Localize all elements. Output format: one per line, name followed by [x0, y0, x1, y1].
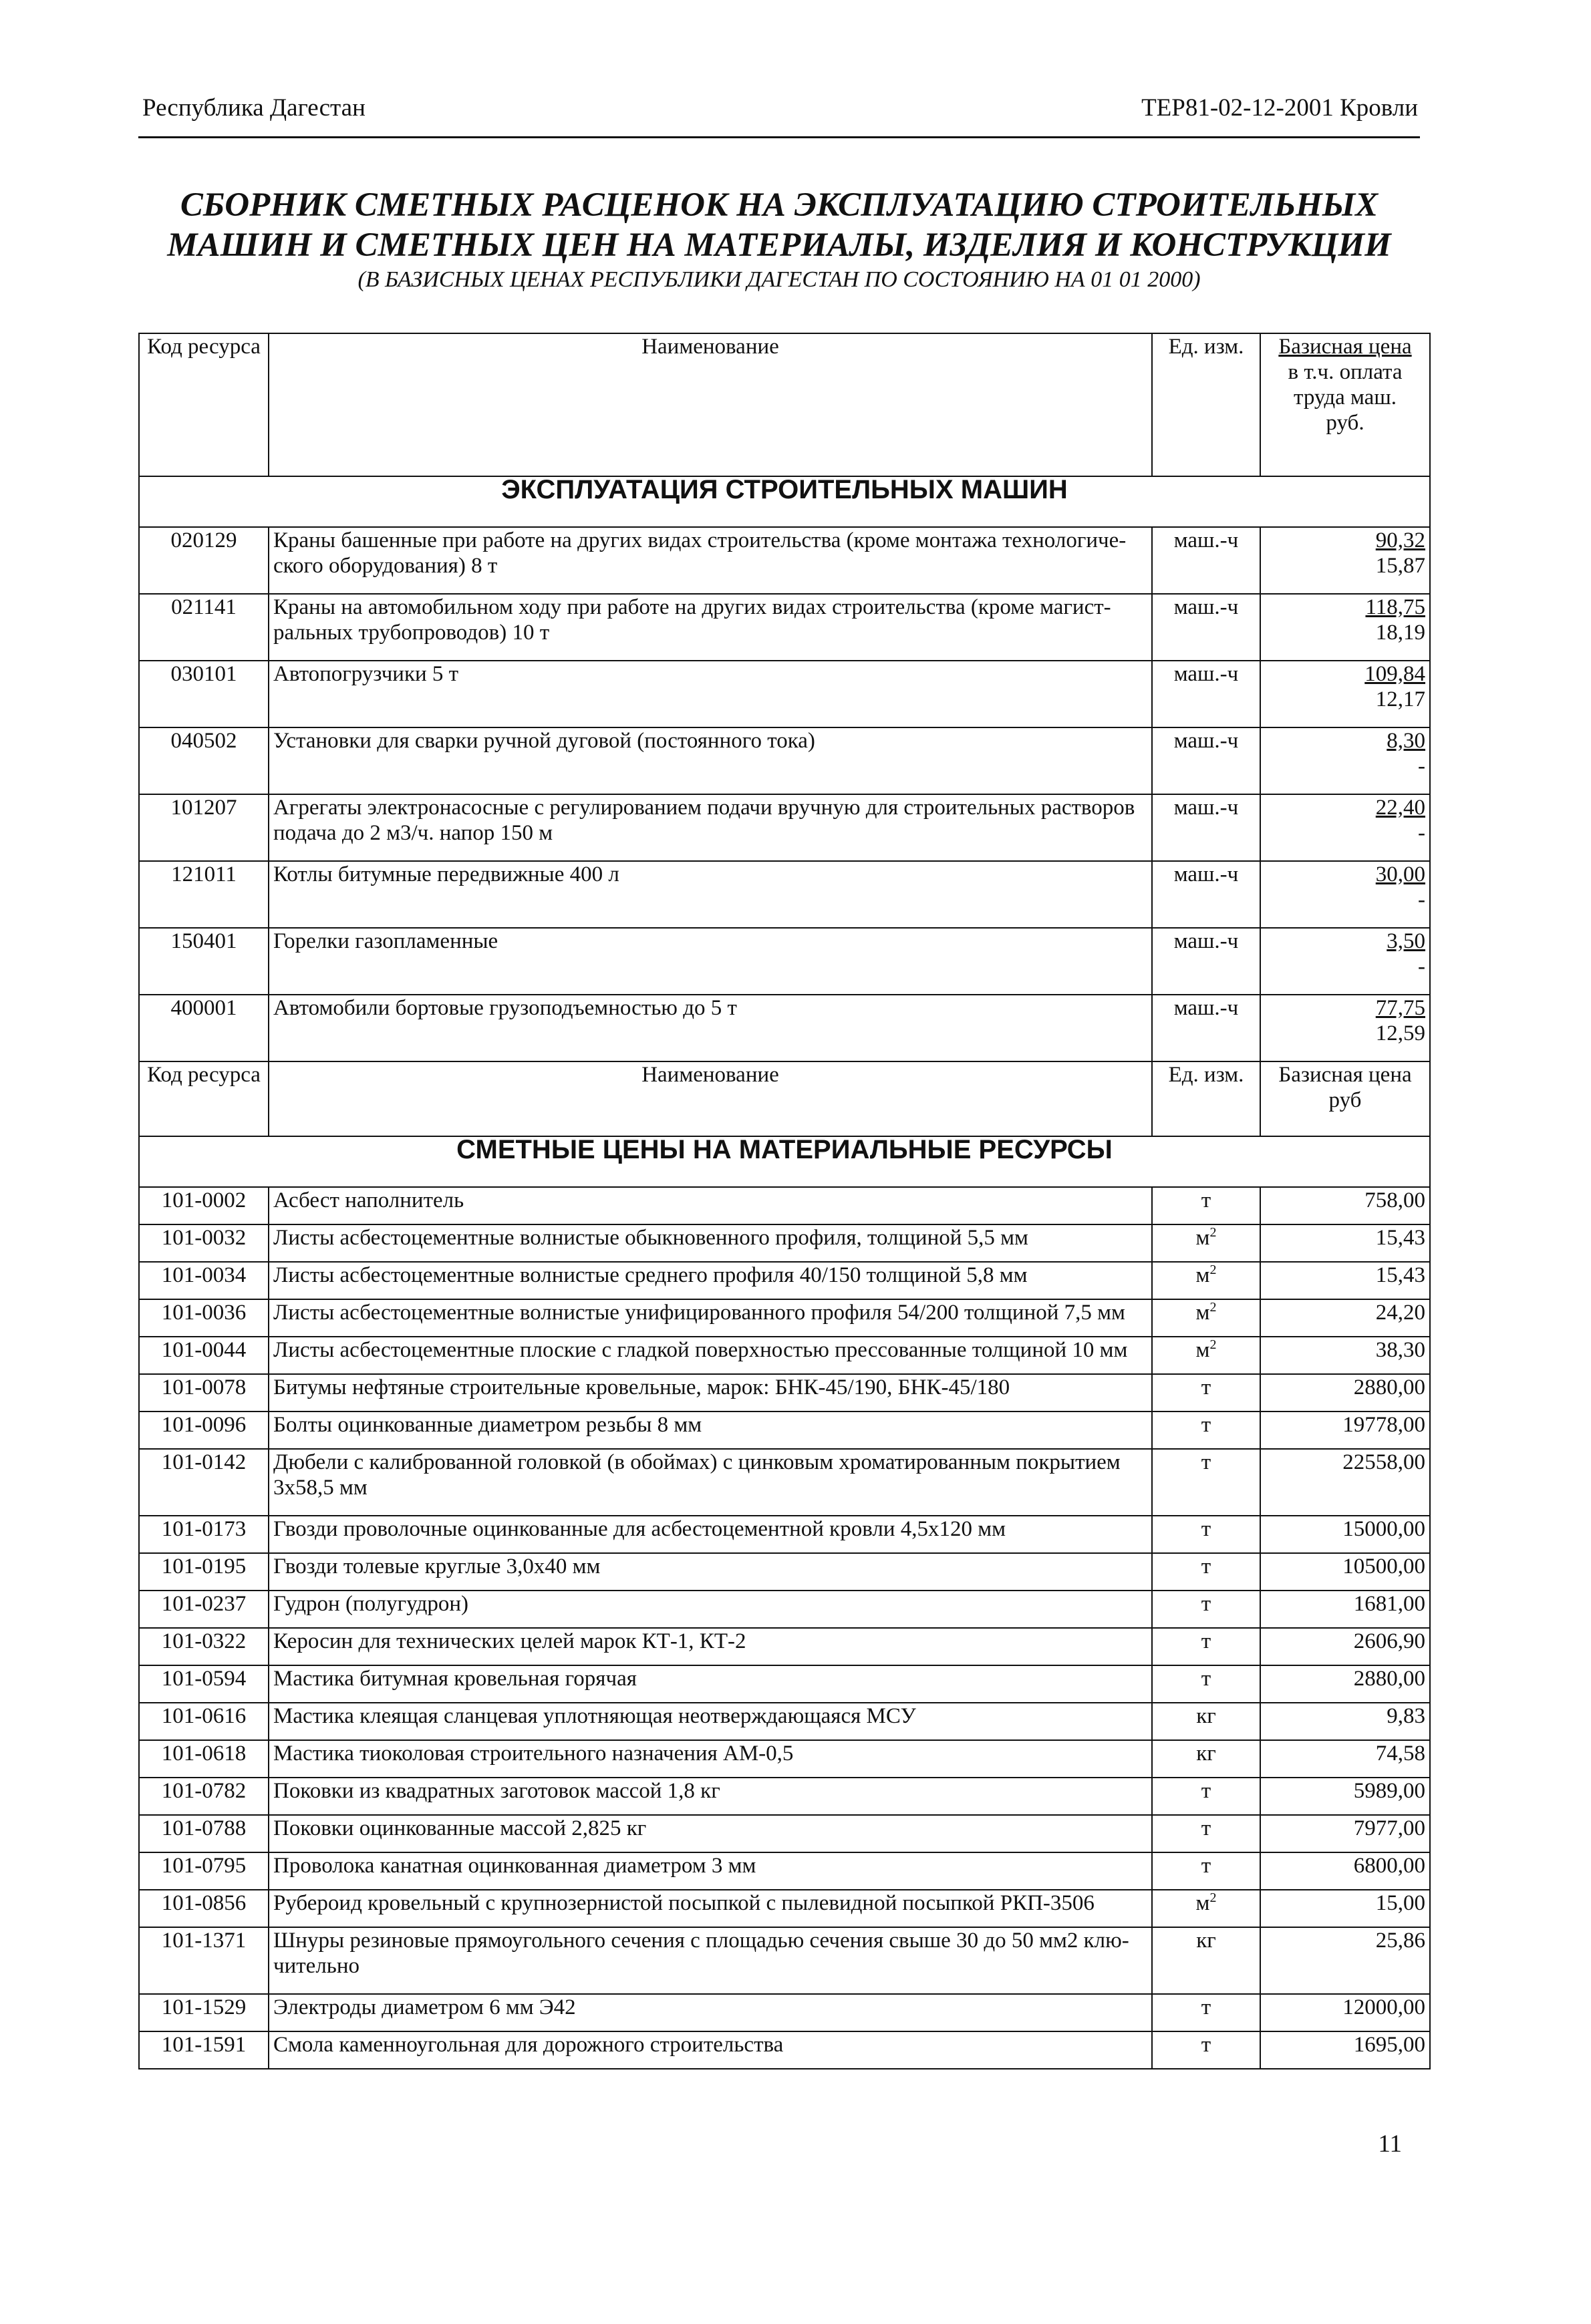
- operator-labor-price: 12,59: [1375, 1021, 1425, 1045]
- resource-unit: маш.-ч: [1152, 527, 1260, 594]
- header-price: [1260, 333, 1430, 476]
- unit-text: т: [1201, 1816, 1211, 1840]
- resource-code: 150401: [139, 928, 269, 995]
- resource-name-line-1: Гудрон (полугудрон): [273, 1592, 469, 1616]
- resource-price: [1260, 995, 1430, 1061]
- resource-name-line-1: Мастика тиоколовая строительного назначения АМ-0,5: [273, 1741, 794, 1766]
- resource-unit: [1152, 1740, 1260, 1778]
- machine-row: [139, 794, 1430, 861]
- resource-name: [269, 1852, 1152, 1890]
- unit-text: кг: [1196, 1704, 1216, 1728]
- resource-price: 24,20: [1260, 1299, 1430, 1337]
- material-row: [139, 1815, 1430, 1852]
- resource-unit: [1152, 1374, 1260, 1412]
- resource-name-line-1: Смола каменноугольная для дорожного строительства: [273, 2033, 784, 2057]
- resource-name-line-1: Рубероид кровельный с крупнозернистой посыпкой с пылевидной посыпкой РКП-3506: [273, 1891, 1095, 1915]
- resource-price: 15,00: [1260, 1890, 1430, 1927]
- resource-name: [269, 2031, 1152, 2069]
- material-row: [139, 1553, 1430, 1591]
- resource-code: 101-0856: [139, 1890, 269, 1927]
- resource-price: 9,83: [1260, 1703, 1430, 1740]
- resource-name: [269, 1927, 1152, 1994]
- resource-code: 400001: [139, 995, 269, 1061]
- unit-text: т: [1201, 1517, 1211, 1541]
- material-row: [139, 1994, 1430, 2031]
- resource-price: 25,86: [1260, 1927, 1430, 1994]
- resource-code: 101-0034: [139, 1262, 269, 1299]
- resource-unit: [1152, 1553, 1260, 1591]
- resource-name-line-1: Установки для сварки ручной дуговой (постоянного тока): [273, 729, 815, 753]
- material-row: [139, 1927, 1430, 1994]
- material-row: [139, 1299, 1430, 1337]
- resource-name: [269, 1628, 1152, 1665]
- resource-unit: маш.-ч: [1152, 861, 1260, 928]
- unit-text: кг: [1196, 1929, 1216, 1953]
- resource-unit: маш.-ч: [1152, 661, 1260, 727]
- base-price: 3,50: [1387, 929, 1425, 953]
- document-title-line-2: МАШИН И СМЕТНЫХ ЦЕН НА МАТЕРИАЛЫ, ИЗДЕЛИЯ И КОНСТРУКЦИИ: [167, 226, 1391, 264]
- resource-code: 101207: [139, 794, 269, 861]
- unit-text: т: [1201, 1667, 1211, 1691]
- resource-unit: [1152, 2031, 1260, 2069]
- resource-code: 101-0782: [139, 1778, 269, 1815]
- resource-name-line-1: Поковки оцинкованные массой 2,825 кг: [273, 1816, 647, 1840]
- resource-price: 2880,00: [1260, 1665, 1430, 1703]
- resource-unit: [1152, 1187, 1260, 1224]
- resource-code: 101-1371: [139, 1927, 269, 1994]
- resource-code: 101-0032: [139, 1224, 269, 1262]
- material-row: [139, 1412, 1430, 1449]
- resource-name: [269, 1890, 1152, 1927]
- resource-name: [269, 1262, 1152, 1299]
- resource-price: 2880,00: [1260, 1374, 1430, 1412]
- resource-code: 040502: [139, 727, 269, 794]
- unit-text: т: [1201, 1629, 1211, 1653]
- material-row: [139, 1890, 1430, 1927]
- resource-price: 6800,00: [1260, 1852, 1430, 1890]
- header-price-line-1: Базисная цена: [1278, 335, 1412, 359]
- page-header-left: Республика Дагестан: [142, 94, 366, 122]
- materials-header-price-line-2: руб: [1328, 1088, 1362, 1112]
- resource-name: [269, 1665, 1152, 1703]
- resource-unit: [1152, 1449, 1260, 1516]
- resource-name: [269, 1299, 1152, 1337]
- unit-superscript: 2: [1209, 1890, 1217, 1905]
- resource-name-line-1: Краны башенные при работе на других видах строительства (кроме монтажа технологиче-: [273, 528, 1127, 552]
- resource-code: 101-0036: [139, 1299, 269, 1337]
- resource-name-line-1: Гвозди проволочные оцинкованные для асбестоцементной кровли 4,5х120 мм: [273, 1517, 1006, 1541]
- resource-unit: [1152, 1628, 1260, 1665]
- resource-price: [1260, 861, 1430, 928]
- unit-text: т: [1201, 1554, 1211, 1579]
- resource-price: 74,58: [1260, 1740, 1430, 1778]
- unit-text: м: [1195, 1226, 1210, 1250]
- resource-name: [269, 1374, 1152, 1412]
- resource-price: 758,00: [1260, 1187, 1430, 1224]
- resource-name: [269, 1224, 1152, 1262]
- resource-name: [269, 1187, 1152, 1224]
- resource-name: [269, 794, 1152, 861]
- operator-labor-price: -: [1418, 955, 1425, 979]
- materials-header-code: Код ресурса: [139, 1061, 269, 1136]
- resource-name-line-1: Дюбели с калиброванной головкой (в обоймах) с цинковым хроматированным покрытием: [273, 1450, 1121, 1474]
- base-price: 77,75: [1375, 996, 1425, 1020]
- resource-name-line-1: Битумы нефтяные строительные кровельные, марок: БНК-45/190, БНК-45/180: [273, 1375, 1010, 1399]
- base-price: 30,00: [1375, 862, 1425, 886]
- resource-unit: [1152, 1703, 1260, 1740]
- header-unit: Ед. изм.: [1152, 333, 1260, 476]
- resource-name-line-2: ральных трубопроводов) 10 т: [273, 621, 550, 645]
- resource-unit: маш.-ч: [1152, 594, 1260, 661]
- operator-labor-price: 18,19: [1375, 621, 1425, 645]
- operator-labor-price: -: [1418, 754, 1425, 778]
- resource-unit: [1152, 1516, 1260, 1553]
- resource-name-line-1: Автомобили бортовые грузоподъемностью до 5 т: [273, 996, 737, 1020]
- resource-unit: [1152, 1591, 1260, 1628]
- resource-name-line-1: Автопогрузчики 5 т: [273, 662, 459, 686]
- material-row: [139, 1449, 1430, 1516]
- resource-name: [269, 727, 1152, 794]
- resource-name-line-1: Листы асбестоцементные волнистые унифицированного профиля 54/200 толщиной 7,5 мм: [273, 1301, 1125, 1325]
- machine-row: [139, 661, 1430, 727]
- header-name: Наименование: [269, 333, 1152, 476]
- resource-price: [1260, 727, 1430, 794]
- resource-price: 7977,00: [1260, 1815, 1430, 1852]
- material-row: [139, 1262, 1430, 1299]
- resource-name: [269, 661, 1152, 727]
- resource-name-line-1: Мастика клеящая сланцевая уплотняющая неотверждающаяся МСУ: [273, 1704, 916, 1728]
- resource-price: 15,43: [1260, 1262, 1430, 1299]
- machine-row: [139, 594, 1430, 661]
- material-row: [139, 1374, 1430, 1412]
- resource-name: [269, 1815, 1152, 1852]
- material-row: [139, 1187, 1430, 1224]
- resource-code: 021141: [139, 594, 269, 661]
- resource-name-line-1: Асбест наполнитель: [273, 1188, 464, 1212]
- resource-name: [269, 928, 1152, 995]
- resource-name: [269, 527, 1152, 594]
- header-code: Код ресурса: [139, 333, 269, 476]
- unit-superscript: 2: [1209, 1300, 1217, 1315]
- unit-text: м: [1195, 1891, 1210, 1915]
- unit-text: т: [1201, 1854, 1211, 1878]
- resource-unit: [1152, 1337, 1260, 1374]
- machine-row: [139, 727, 1430, 794]
- resource-code: 101-0795: [139, 1852, 269, 1890]
- resource-name-line-1: Мастика битумная кровельная горячая: [273, 1667, 637, 1691]
- resource-name-line-1: Электроды диаметром 6 мм Э42: [273, 1995, 576, 2019]
- resource-unit: [1152, 1815, 1260, 1852]
- resource-price: [1260, 527, 1430, 594]
- resource-name: [269, 1703, 1152, 1740]
- resource-name: [269, 861, 1152, 928]
- resource-price: 38,30: [1260, 1337, 1430, 1374]
- section-title-materials: СМЕТНЫЕ ЦЕНЫ НА МАТЕРИАЛЬНЫЕ РЕСУРСЫ: [139, 1136, 1430, 1187]
- section-title-machines: ЭКСПЛУАТАЦИЯ СТРОИТЕЛЬНЫХ МАШИН: [139, 476, 1430, 527]
- material-row: [139, 1628, 1430, 1665]
- resource-name-line-2: 3х58,5 мм: [273, 1476, 368, 1500]
- resource-price: [1260, 594, 1430, 661]
- header-price-line-2: в т.ч. оплата: [1288, 360, 1403, 384]
- unit-text: м: [1195, 1263, 1210, 1287]
- resource-unit: [1152, 1299, 1260, 1337]
- resource-name: [269, 1449, 1152, 1516]
- material-row: [139, 1703, 1430, 1740]
- resource-name-line-1: Листы асбестоцементные волнистые среднего профиля 40/150 толщиной 5,8 мм: [273, 1263, 1028, 1287]
- unit-text: кг: [1196, 1741, 1216, 1766]
- resource-code: 101-1529: [139, 1994, 269, 2031]
- resource-unit: [1152, 1778, 1260, 1815]
- operator-labor-price: -: [1418, 888, 1425, 912]
- operator-labor-price: -: [1418, 821, 1425, 845]
- resource-name: [269, 1994, 1152, 2031]
- unit-text: т: [1201, 1592, 1211, 1616]
- unit-text: т: [1201, 2033, 1211, 2057]
- resource-name-line-2: ского оборудования) 8 т: [273, 554, 498, 578]
- material-row: [139, 1665, 1430, 1703]
- material-row: [139, 1516, 1430, 1553]
- resource-name-line-1: Листы асбестоцементные плоские с гладкой поверхностью прессованные толщиной 10 мм: [273, 1338, 1128, 1362]
- header-price-line-3: труда маш.: [1294, 385, 1397, 409]
- resource-code: 020129: [139, 527, 269, 594]
- materials-header-name: Наименование: [269, 1061, 1152, 1136]
- resource-unit: [1152, 1890, 1260, 1927]
- machine-row: [139, 995, 1430, 1061]
- materials-header-price: [1260, 1061, 1430, 1136]
- resource-name-line-1: Керосин для технических целей марок КТ-1, КТ-2: [273, 1629, 746, 1653]
- resource-name: [269, 995, 1152, 1061]
- section-row-machines: [139, 476, 1430, 527]
- material-row: [139, 1591, 1430, 1628]
- unit-text: т: [1201, 1450, 1211, 1474]
- resource-code: 101-0237: [139, 1591, 269, 1628]
- resource-price: [1260, 661, 1430, 727]
- base-price: 8,30: [1387, 729, 1425, 753]
- unit-text: т: [1201, 1779, 1211, 1803]
- material-row: [139, 1778, 1430, 1815]
- resource-code: 101-0594: [139, 1665, 269, 1703]
- resource-name-line-1: Болты оцинкованные диаметром резьбы 8 мм: [273, 1413, 702, 1437]
- machine-row: [139, 861, 1430, 928]
- materials-header-price-line-1: Базисная цена: [1278, 1063, 1412, 1087]
- resource-unit: [1152, 1665, 1260, 1703]
- resource-name-line-1: Поковки из квадратных заготовок массой 1,8 кг: [273, 1779, 720, 1803]
- resource-unit: [1152, 1852, 1260, 1890]
- resource-code: 101-0078: [139, 1374, 269, 1412]
- resource-price: 19778,00: [1260, 1412, 1430, 1449]
- resource-name-line-2: подача до 2 м3/ч. напор 150 м: [273, 821, 553, 845]
- resource-price: 1695,00: [1260, 2031, 1430, 2069]
- base-price: 22,40: [1375, 796, 1425, 820]
- material-row: [139, 1740, 1430, 1778]
- resource-name-line-1: Листы асбестоцементные волнистые обыкновенного профиля, толщиной 5,5 мм: [273, 1226, 1028, 1250]
- resource-code: 101-0142: [139, 1449, 269, 1516]
- resource-price: 22558,00: [1260, 1449, 1430, 1516]
- header-price-line-4: руб.: [1326, 411, 1364, 435]
- resource-code: 101-0002: [139, 1187, 269, 1224]
- resource-code: 101-0096: [139, 1412, 269, 1449]
- resource-unit: маш.-ч: [1152, 727, 1260, 794]
- operator-labor-price: 15,87: [1375, 554, 1425, 578]
- resource-unit: [1152, 1262, 1260, 1299]
- material-row: [139, 1337, 1430, 1374]
- resource-unit: маш.-ч: [1152, 794, 1260, 861]
- resource-name: [269, 1516, 1152, 1553]
- unit-text: м: [1195, 1301, 1210, 1325]
- resource-name: [269, 1337, 1152, 1374]
- resource-price: 15,43: [1260, 1224, 1430, 1262]
- resource-name: [269, 1740, 1152, 1778]
- resource-price: 1681,00: [1260, 1591, 1430, 1628]
- page-header-right: ТЕР81-02-12-2001 Кровли: [1141, 94, 1418, 122]
- unit-text: м: [1195, 1338, 1210, 1362]
- resource-name: [269, 594, 1152, 661]
- resource-name: [269, 1591, 1152, 1628]
- resource-name-line-1: Краны на автомобильном ходу при работе на других видах строительства (кроме магист-: [273, 595, 1111, 619]
- table-header-row: [139, 333, 1430, 476]
- page-number: 11: [1378, 2130, 1402, 2158]
- resource-price: 12000,00: [1260, 1994, 1430, 2031]
- unit-text: т: [1201, 1188, 1211, 1212]
- unit-text: т: [1201, 1375, 1211, 1399]
- document-title-line-1: СБОРНИК СМЕТНЫХ РАСЦЕНОК НА ЭКСПЛУАТАЦИЮ СТРОИТЕЛЬНЫХ: [180, 186, 1379, 224]
- resource-unit: [1152, 1412, 1260, 1449]
- resource-code: 101-0322: [139, 1628, 269, 1665]
- resource-name: [269, 1553, 1152, 1591]
- unit-superscript: 2: [1209, 1225, 1217, 1240]
- resource-name: [269, 1778, 1152, 1815]
- resource-price: [1260, 928, 1430, 995]
- resource-unit: [1152, 1994, 1260, 2031]
- machine-row: [139, 928, 1430, 995]
- resource-name-line-1: Агрегаты электронасосные с регулированием подачи вручную для строительных растворов: [273, 796, 1135, 820]
- resource-price: 2606,90: [1260, 1628, 1430, 1665]
- resource-code: 101-0195: [139, 1553, 269, 1591]
- resource-code: 121011: [139, 861, 269, 928]
- resource-name-line-1: Шнуры резиновые прямоугольного сечения с площадью сечения свыше 30 до 50 мм2 клю-: [273, 1929, 1129, 1953]
- unit-superscript: 2: [1209, 1263, 1217, 1277]
- materials-header-unit: Ед. изм.: [1152, 1061, 1260, 1136]
- resource-code: 101-0616: [139, 1703, 269, 1740]
- unit-text: т: [1201, 1413, 1211, 1437]
- document-subtitle: (В БАЗИСНЫХ ЦЕНАХ РЕСПУБЛИКИ ДАГЕСТАН ПО СОСТОЯНИЮ НА 01 01 2000): [357, 267, 1201, 292]
- machine-row: [139, 527, 1430, 594]
- resource-code: 030101: [139, 661, 269, 727]
- resource-price: 10500,00: [1260, 1553, 1430, 1591]
- resource-price: 5989,00: [1260, 1778, 1430, 1815]
- unit-superscript: 2: [1209, 1337, 1217, 1352]
- resource-price-table: [138, 333, 1431, 2069]
- resource-unit: маш.-ч: [1152, 995, 1260, 1061]
- resource-code: 101-0618: [139, 1740, 269, 1778]
- material-row: [139, 1852, 1430, 1890]
- resource-code: 101-0788: [139, 1815, 269, 1852]
- resource-code: 101-0044: [139, 1337, 269, 1374]
- resource-name-line-1: Горелки газопламенные: [273, 929, 498, 953]
- unit-text: т: [1201, 1995, 1211, 2019]
- header-rule: [138, 136, 1420, 138]
- base-price: 118,75: [1365, 595, 1425, 619]
- base-price: 90,32: [1375, 528, 1425, 552]
- resource-name: [269, 1412, 1152, 1449]
- resource-name-line-1: Котлы битумные передвижные 400 л: [273, 862, 619, 886]
- material-row: [139, 1224, 1430, 1262]
- resource-name-line-1: Проволока канатная оцинкованная диаметром 3 мм: [273, 1854, 756, 1878]
- base-price: 109,84: [1364, 662, 1425, 686]
- resource-code: 101-1591: [139, 2031, 269, 2069]
- operator-labor-price: 12,17: [1375, 687, 1425, 711]
- resource-price: [1260, 794, 1430, 861]
- resource-price: 15000,00: [1260, 1516, 1430, 1553]
- resource-name-line-2: чительно: [273, 1954, 360, 1978]
- resource-unit: [1152, 1224, 1260, 1262]
- material-row: [139, 2031, 1430, 2069]
- resource-name-line-1: Гвозди толевые круглые 3,0х40 мм: [273, 1554, 601, 1579]
- materials-header-row: [139, 1061, 1430, 1136]
- resource-unit: [1152, 1927, 1260, 1994]
- section-row-materials: [139, 1136, 1430, 1187]
- resource-unit: маш.-ч: [1152, 928, 1260, 995]
- resource-code: 101-0173: [139, 1516, 269, 1553]
